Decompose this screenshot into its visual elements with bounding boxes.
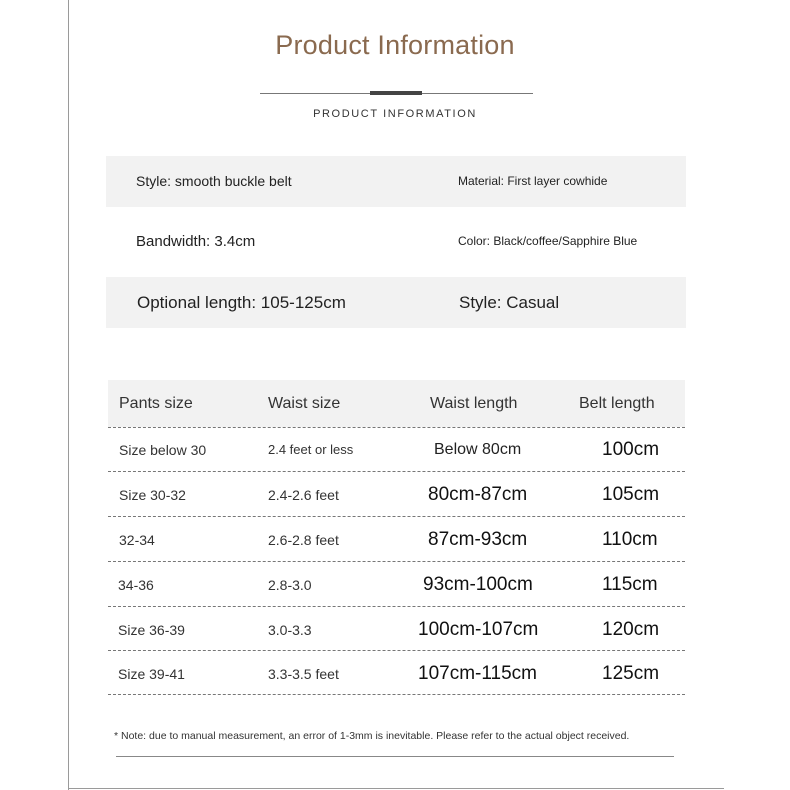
cell-waist-length: Below 80cm: [434, 441, 522, 458]
info-color: Color: Black/coffee/Sapphire Blue: [458, 234, 638, 248]
table-row: [108, 652, 685, 696]
cell-waist-length: 87cm-93cm: [428, 529, 528, 550]
info-row-length-style: [106, 277, 686, 328]
bottom-border-line: [68, 788, 724, 789]
page-subtitle: PRODUCT INFORMATION: [313, 108, 477, 120]
header-waist-size: Waist size: [268, 395, 341, 412]
header-pants-size: Pants size: [119, 395, 193, 412]
cell-waist-size: 3.3-3.5 feet: [268, 666, 339, 682]
cell-pants-size: Size 30-32: [119, 487, 186, 503]
cell-waist-size: 3.0-3.3: [268, 622, 312, 638]
info-material: Material: First layer cowhide: [458, 174, 608, 188]
row-divider: [108, 516, 685, 517]
title-divider-accent: [370, 91, 422, 95]
measurement-note: * Note: due to manual measurement, an error of 1-3mm is inevitable. Please refer to the actual object received.: [114, 730, 630, 742]
cell-pants-size: Size 39-41: [118, 666, 185, 682]
info-optional-length: Optional length: 105-125cm: [137, 293, 346, 312]
row-divider: [108, 694, 685, 695]
cell-waist-length: 93cm-100cm: [423, 574, 533, 595]
row-divider: [108, 606, 685, 607]
row-divider: [108, 561, 685, 562]
cell-belt-length: 125cm: [602, 663, 660, 684]
cell-belt-length: 105cm: [602, 484, 660, 505]
cell-pants-size: Size below 30: [119, 442, 207, 458]
cell-belt-length: 120cm: [602, 619, 660, 640]
info-bandwidth: Bandwidth: 3.4cm: [136, 233, 256, 250]
info-row-style-material: [106, 156, 686, 207]
table-row: [108, 563, 685, 607]
table-header-row: [108, 380, 685, 427]
header-waist-length: Waist length: [430, 395, 518, 412]
cell-belt-length: 115cm: [602, 574, 658, 595]
header-belt-length: Belt length: [579, 395, 655, 412]
table-row: [108, 473, 685, 517]
cell-pants-size: 32-34: [119, 532, 155, 548]
cell-waist-size: 2.4-2.6 feet: [268, 487, 339, 503]
info-style-casual: Style: Casual: [459, 293, 560, 312]
cell-pants-size: Size 36-39: [118, 622, 185, 638]
cell-belt-length: 110cm: [602, 529, 658, 550]
info-style: Style: smooth buckle belt: [136, 173, 292, 189]
cell-belt-length: 100cm: [602, 439, 660, 460]
info-row-bandwidth-color: [106, 216, 686, 267]
table-row: [108, 608, 685, 652]
cell-waist-size: 2.8-3.0: [268, 577, 312, 593]
note-divider: [116, 756, 674, 757]
cell-waist-length: 80cm-87cm: [428, 484, 528, 505]
cell-waist-length: 107cm-115cm: [418, 663, 537, 684]
cell-pants-size: 34-36: [118, 577, 154, 593]
cell-waist-size: 2.6-2.8 feet: [268, 532, 339, 548]
row-divider: [108, 471, 685, 472]
table-row: [108, 518, 685, 562]
page-title: Product Information: [275, 30, 515, 60]
cell-waist-length: 100cm-107cm: [418, 619, 539, 640]
row-divider: [108, 650, 685, 651]
cell-waist-size: 2.4 feet or less: [268, 442, 354, 457]
table-row: [108, 428, 685, 472]
